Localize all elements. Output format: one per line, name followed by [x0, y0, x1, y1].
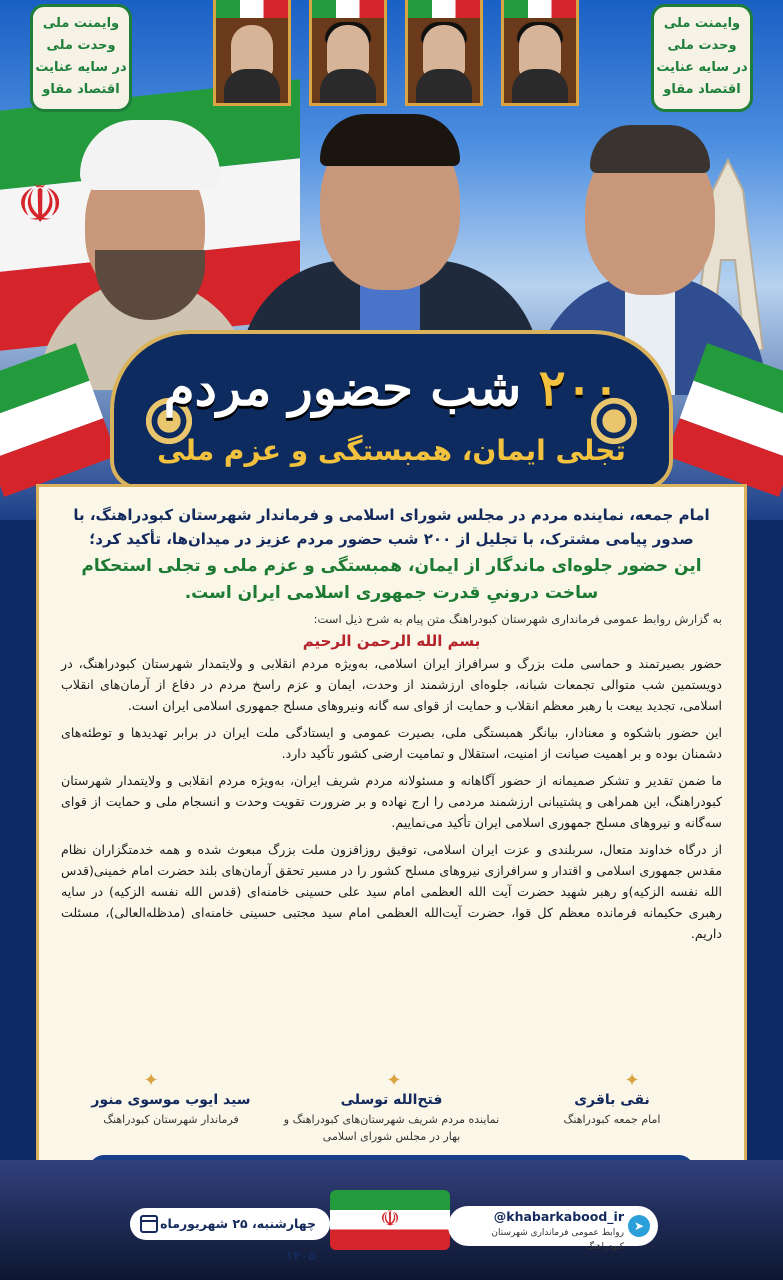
social-handle: @khabarkabood_ir — [493, 1209, 624, 1224]
iran-emblem-icon: ☫ — [16, 175, 64, 235]
portrait-4 — [501, 0, 579, 106]
message-paragraph: ما ضمن تقدیر و تشکر صمیمانه از حضور آگاهانه و مسئولانه مردم شریف ایران، به‌ویژه مردم انقلابی و ولایتمدار شهرستان کبودراهنگ، این همراهی و پشتیبانی ارزشمند مردمی را ارج نهاده و بر ضرورت تقویت وحدت و انسجام ملی و حمایت از قوای سه‌گانه و نیروهای مسلح جمهوری اسلامی ایران تأکید می‌نماییم. — [61, 773, 722, 830]
message-paragraph: حضور بصیرتمند و حماسی ملت بزرگ و سرافراز ایران اسلامی، به‌ویژه مردم انقلابی و ولایتمدار شهرستان کبودراهنگ، در دویستمین شب متوالی تجمعات شبانه، جلوه‌ای ارزشمند از وحدت، ایمان و عزم راسخ مردم در دفاع از آرمان‌های انقلاب اسلامی، تجدید بیعت با رهبر معظم انقلاب و حمایت از قوای سه گانه ونیروهای مسلح جمهوری اسلامی ایران است. — [61, 656, 722, 713]
highlight-text: این حضور جلوه‌ای ماندگار از ایمان، همبستگی و عزم ملی و تجلی استحکام ساخت درونیِ قدرت جمهوری اسلامی ایران است. — [81, 556, 702, 603]
signer-friday-imam: نقی باقری امام جمعه کبودراهنگ — [563, 1092, 661, 1126]
source-line: به گزارش روابط عمومی فرمانداری شهرستان کبودراهنگ متن پیام به شرح ذیل است: — [313, 612, 722, 626]
portrait-3 — [405, 0, 483, 106]
campaign-logo-right: وایمنت ملی وحدت ملی در سایه عنایت اقتصاد مقاو — [651, 4, 753, 112]
message-paragraph: این حضور باشکوه و معنادار، بیانگر همبستگی ملی، بصیرت عمومی و ایستادگی ملت ایران در برابر تهدیدها و توطئه‌های دشمنان بوده و بر اهمیت صیانت از امنیت، استقلال و تمامیت ارضی کشور تأکید دارد. — [61, 725, 722, 761]
portrait-1 — [213, 0, 291, 106]
campaign-logo-left: وایمنت ملی وحدت ملی در سایه عنایت اقتصاد مقاو — [30, 4, 132, 112]
basmala: بسم الله الرحمن الرحیم — [302, 632, 481, 650]
portrait-2 — [309, 0, 387, 106]
banner-title-text: شب حضور مردم — [163, 358, 522, 417]
date-text: چهارشنبه، ۲۵ شهریورماه ۱۴۰۵ — [160, 1216, 316, 1263]
telegram-link[interactable] — [448, 1206, 658, 1252]
calendar-icon — [140, 1215, 158, 1233]
message-panel — [36, 484, 747, 1190]
signers — [61, 1089, 722, 1145]
message-paragraph: از درگاه خداوند متعال، سربلندی و عزت ایران اسلامی، توفیق روزافزون ملت بزرگ مبعوث شده و همه خدمتگزاران نظام مقدس جمهوری اسلامی و اقتدار و سرافرازی نیروهای مسلح کشور را در مسیر تحقق آرمان‌های بلند حضرت امام خمینی(قدس الله نفسه الزکیه)و رهبر شهید حضرت آیت الله العظمی امام سید علی حسینی خامنه‌ای (قدس الله نفسه الزکیه) در سایه رهبری حکیمانه فرمانده معظم کل قوا، حضرت آیت‌الله العظمی امام سید مجتبی حسینی خامنه‌ای (مدظله‌العالی)، مسئلت داریم. — [61, 842, 722, 941]
telegram-icon: ➤ — [628, 1215, 650, 1237]
ornament-icon: ✦ — [624, 1070, 640, 1091]
ornament-icon: ✦ — [143, 1070, 159, 1091]
ornament-icon: ✦ — [386, 1070, 402, 1091]
footer-flag-emblem-icon: ☫ — [330, 1190, 450, 1250]
banner-number: ۲۰۰ — [538, 358, 620, 417]
lead-text: امام جمعه، نماینده مردم در مجلس شورای اسلامی و فرماندار شهرستان کبودراهنگ، با صدور پیامی مشترک، با تجلیل از ۲۰۰ شب حضور مردم عزیز در میدان‌ها، تأکید کرد؛ — [73, 506, 710, 548]
signer-governor: سید ایوب موسوی منور فرماندار شهرستان کبودراهنگ — [91, 1092, 251, 1126]
signer-representative: فتح‌الله توسلی نماینده مردم شریف شهرستان‌های کبودراهنگ و بهار در مجلس شورای اسلامی — [283, 1092, 500, 1143]
leader-portraits — [213, 0, 579, 108]
social-description: روابط عمومی فرمانداری شهرستان کبودراهنگ — [491, 1228, 624, 1252]
date-pill — [130, 1208, 330, 1263]
banner-title — [114, 358, 669, 417]
banner-subtitle: تجلی ایمان، همبستگی و عزم ملی — [157, 434, 626, 467]
title-banner — [110, 330, 673, 490]
